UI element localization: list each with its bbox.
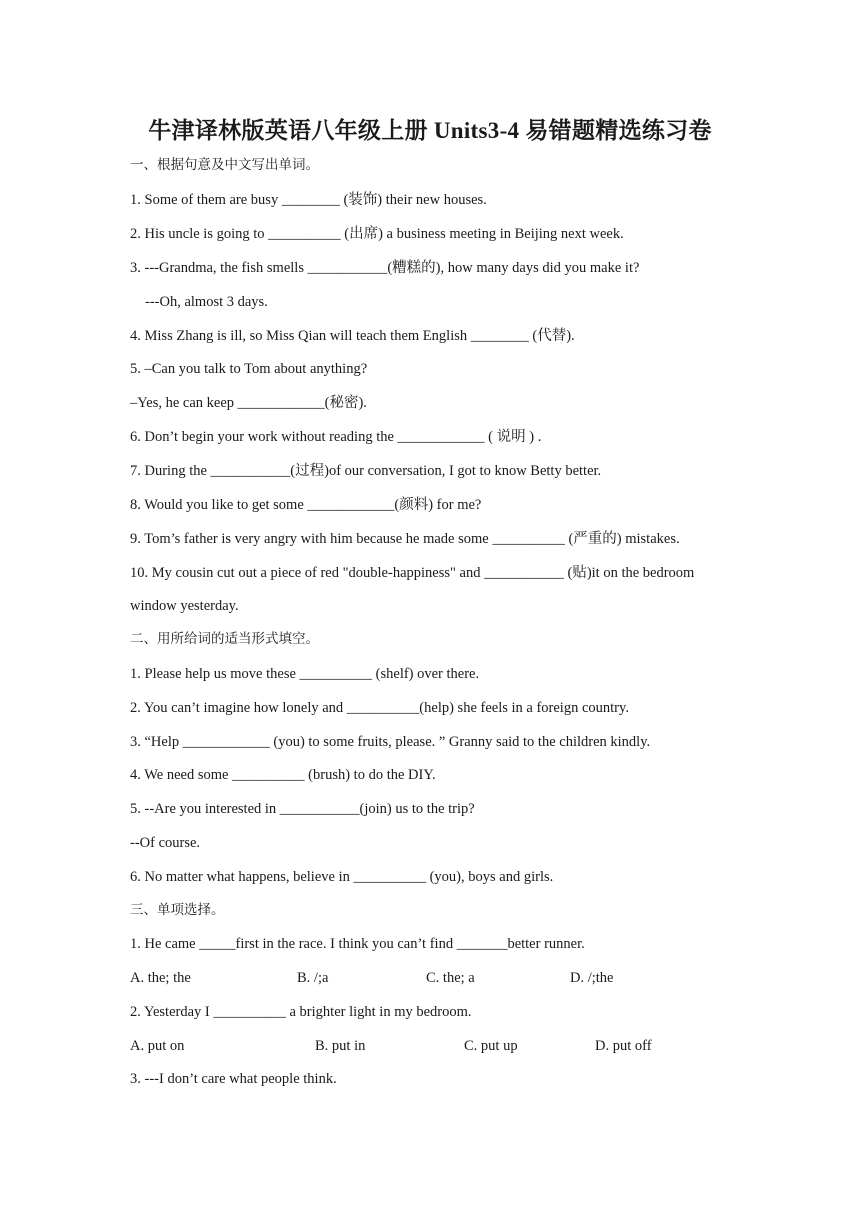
question-line: 5. --Are you interested in ___________(join) us to the trip?: [130, 801, 475, 817]
section-heading: 二、用所给词的适当形式填空。: [130, 631, 319, 647]
question-line: 1. He came _____first in the race. I think you can’t find _______better runner.: [130, 936, 585, 952]
question-line: 3. ---Grandma, the fish smells ___________(糟糕的), how many days did you make it?: [130, 260, 640, 276]
question-line: 7. During the ___________(过程)of our conversation, I got to know Betty better.: [130, 463, 602, 479]
option-b: B. put in: [315, 1038, 366, 1054]
question-line: 2. You can’t imagine how lonely and __________(help) she feels in a foreign country.: [130, 700, 629, 716]
question-line: 6. Don’t begin your work without reading the ____________ ( 说明 ) .: [130, 429, 542, 445]
option-b: B. /;a: [297, 970, 329, 986]
option-c: C. put up: [464, 1038, 518, 1054]
question-line: window yesterday.: [130, 598, 239, 614]
question-line: –Yes, he can keep ____________(秘密).: [130, 395, 367, 411]
question-line: 4. Miss Zhang is ill, so Miss Qian will teach them English ________ (代替).: [130, 328, 575, 344]
question-line: ---Oh, almost 3 days.: [145, 294, 268, 310]
question-line: 6. No matter what happens, believe in __________ (you), boys and girls.: [130, 869, 554, 885]
question-line: 4. We need some __________ (brush) to do the DIY.: [130, 767, 436, 783]
option-d: D. /;the: [570, 970, 614, 986]
question-line: 1. Please help us move these __________ (shelf) over there.: [130, 666, 480, 682]
document-title: 牛津译林版英语八年级上册 Units3-4 易错题精选练习卷: [148, 118, 712, 143]
question-line: 8. Would you like to get some ____________(颜料) for me?: [130, 497, 482, 513]
question-line: 5. –Can you talk to Tom about anything?: [130, 361, 368, 377]
question-line: --Of course.: [130, 835, 201, 851]
question-line: 10. My cousin cut out a piece of red "double-happiness" and ___________ (贴)it on the bedroom: [130, 565, 695, 581]
question-line: 1. Some of them are busy ________ (装饰) their new houses.: [130, 192, 487, 208]
option-a: A. put on: [130, 1038, 185, 1054]
question-line: 2. Yesterday I __________ a brighter light in my bedroom.: [130, 1004, 472, 1020]
section-heading: 一、根据句意及中文写出单词。: [130, 157, 319, 173]
option-a: A. the; the: [130, 970, 191, 986]
option-d: D. put off: [595, 1038, 652, 1054]
question-line: 3. “Help ____________ (you) to some fruits, please. ” Granny said to the children kindly.: [130, 734, 651, 750]
section-heading: 三、单项选择。: [130, 902, 225, 918]
question-line: 2. His uncle is going to __________ (出席) a business meeting in Beijing next week.: [130, 226, 624, 242]
option-c: C. the; a: [426, 970, 475, 986]
question-line: 3. ---I don’t care what people think.: [130, 1071, 337, 1087]
question-line: 9. Tom’s father is very angry with him because he made some __________ (严重的) mistakes.: [130, 531, 680, 547]
